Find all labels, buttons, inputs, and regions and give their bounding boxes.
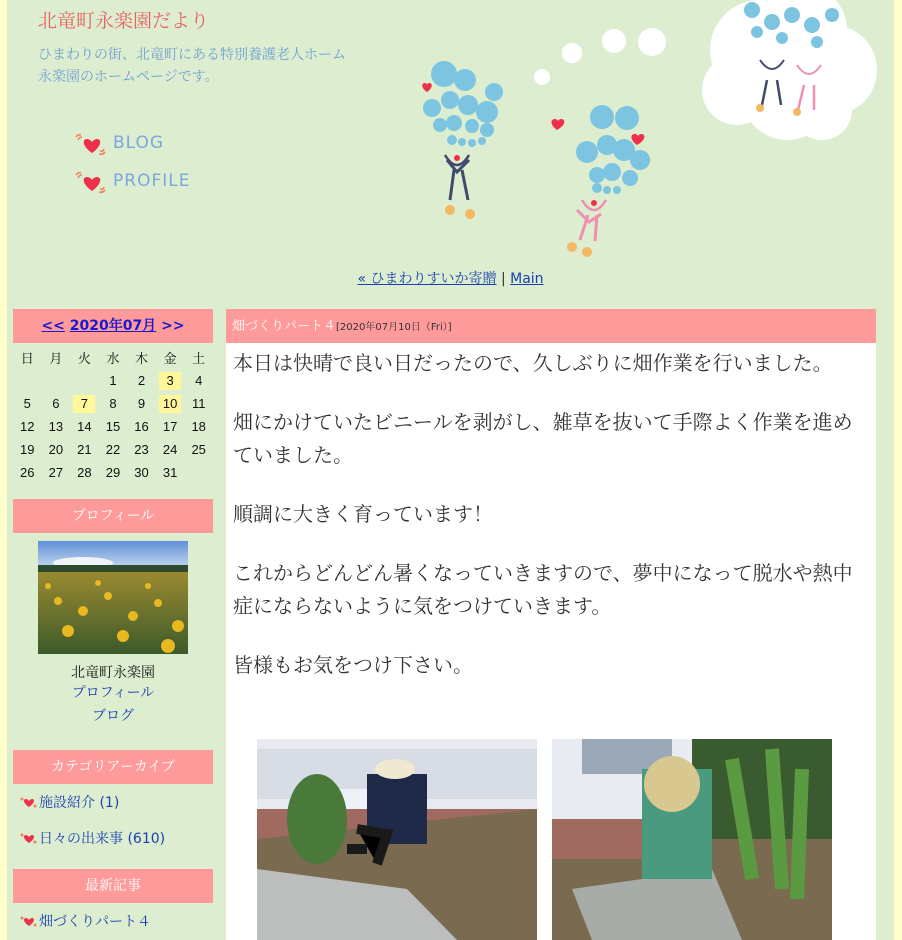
calendar-day: 23 (134, 442, 149, 457)
calendar-month-link[interactable]: 2020年07月 (69, 318, 157, 334)
entry-paragraph: 皆様もお気をつけ下さい。 (233, 653, 473, 677)
heart-bullet-icon (19, 831, 39, 845)
weekday: 金 (163, 351, 177, 366)
profile-heading: プロフィール (13, 499, 213, 533)
heart-icon (73, 169, 113, 193)
calendar-day: 5 (23, 396, 31, 411)
calendar-day-link[interactable]: 10 (159, 395, 181, 413)
calendar-day: 30 (134, 465, 149, 480)
calendar-day: 2 (137, 373, 146, 388)
calendar-day (13, 369, 42, 392)
calendar-day: 17 (162, 419, 178, 434)
heart-bullet-icon (19, 795, 39, 809)
calendar-prev-link[interactable]: << (41, 318, 65, 334)
blog-link[interactable]: ブログ (92, 708, 134, 724)
category-label: 施設紹介 (1) (39, 795, 120, 811)
entry-title[interactable]: 畑づくりパート４ (232, 319, 337, 334)
calendar-day: 13 (48, 419, 64, 434)
entry-paragraph: 順調に大きく育っています！ (233, 502, 493, 526)
calendar-day (184, 461, 213, 484)
calendar-table (13, 346, 213, 484)
entry-container (226, 309, 876, 940)
calendar-weekdays (13, 346, 213, 369)
calendar-day: 24 (162, 442, 178, 457)
calendar-day-link[interactable]: 7 (73, 395, 95, 413)
heart-icon (73, 131, 113, 155)
entry-photo-2[interactable] (552, 739, 832, 940)
header-illustration (392, 0, 892, 265)
calendar-day: 14 (77, 419, 92, 434)
weekday: 日 (20, 351, 34, 366)
profile-link[interactable]: プロフィール (71, 685, 155, 701)
weekday: 木 (135, 351, 149, 366)
calendar-day: 28 (77, 465, 92, 480)
nav-blog-label: BLOG (113, 133, 165, 153)
category-item[interactable] (13, 784, 213, 820)
calendar-day: 18 (191, 419, 206, 434)
post-navigation (7, 268, 894, 288)
heart-bullet-icon (19, 914, 39, 928)
category-archive-heading: カテゴリアーカイブ (13, 750, 213, 784)
calendar-day: 11 (191, 396, 206, 411)
entry-header (226, 309, 876, 343)
entry-body (226, 343, 876, 682)
calendar-day: 25 (191, 442, 206, 457)
weekday: 土 (192, 351, 206, 366)
weekday: 火 (77, 351, 91, 366)
calendar-day-highlighted[interactable] (70, 392, 99, 415)
recent-post-label: 畑づくりパート４ (39, 914, 151, 930)
category-label: 日々の出来事 (610) (39, 831, 166, 847)
calendar-day: 21 (77, 442, 92, 457)
calendar-day (42, 369, 71, 392)
prev-post-link[interactable]: « ひまわりすいか寄贈 (357, 271, 497, 287)
calendar-day: 15 (105, 419, 121, 434)
calendar-day: 16 (134, 419, 149, 434)
calendar-day-highlighted[interactable] (156, 369, 185, 392)
calendar-header (13, 309, 213, 343)
sidebar (13, 309, 213, 939)
calendar-day: 6 (52, 396, 60, 411)
nav-profile-link[interactable] (73, 169, 190, 193)
calendar-day: 1 (109, 373, 117, 388)
calendar-day-link[interactable]: 3 (159, 372, 181, 390)
profile-sunflower-image[interactable] (38, 541, 188, 654)
nav-profile-label: PROFILE (113, 171, 191, 191)
entry-paragraph: 畑にかけていたビニールを剥がし、雑草を抜いて手際よく作業を進めていました。 (233, 410, 853, 467)
site-description: ひまわりの街、北竜町にある特別養護老人ホーム永楽園のホームページです。 (38, 47, 346, 85)
nav-blog-link[interactable] (73, 131, 164, 155)
entry-paragraph: 本日は快晴で良い日だったので、久しぶりに畑作業を行いました。 (233, 351, 833, 375)
calendar-week (13, 392, 213, 415)
calendar-day (70, 369, 99, 392)
calendar-day: 27 (48, 465, 64, 480)
calendar-week (13, 461, 213, 484)
category-item[interactable] (13, 820, 213, 856)
entry-photo-1[interactable] (257, 739, 537, 940)
calendar-day: 4 (195, 373, 203, 388)
recent-posts-heading: 最新記事 (13, 869, 213, 903)
calendar-day: 31 (162, 465, 178, 480)
calendar-day: 29 (105, 465, 121, 480)
calendar-day: 22 (105, 442, 121, 457)
post-nav-separator: | (500, 271, 506, 287)
page-container (7, 0, 894, 940)
calendar-day: 20 (48, 442, 64, 457)
main-link[interactable]: Main (510, 271, 544, 287)
entry-photos (257, 739, 832, 940)
calendar-week (13, 438, 213, 461)
calendar-day: 8 (109, 396, 117, 411)
calendar-week (13, 369, 213, 392)
recent-post-item[interactable] (13, 903, 213, 939)
calendar-day: 19 (20, 442, 35, 457)
calendar-week (13, 415, 213, 438)
calendar-day: 26 (20, 465, 35, 480)
profile-name: 北竜町永楽園 (71, 665, 155, 681)
entry-date: [2020年07月10日（Fri）] (336, 322, 452, 333)
weekday: 月 (49, 351, 63, 366)
calendar-day: 12 (20, 419, 35, 434)
entry-paragraph: これからどんどん暑くなっていきますので、夢中になって脱水や熱中症にならないように気をつけていきます。 (233, 561, 853, 618)
site-title[interactable]: 北竜町永楽園だより (38, 10, 210, 32)
weekday: 水 (106, 351, 120, 366)
calendar-next: >> (161, 318, 185, 334)
calendar-day: 9 (137, 396, 146, 411)
calendar-day-highlighted[interactable] (156, 392, 185, 415)
